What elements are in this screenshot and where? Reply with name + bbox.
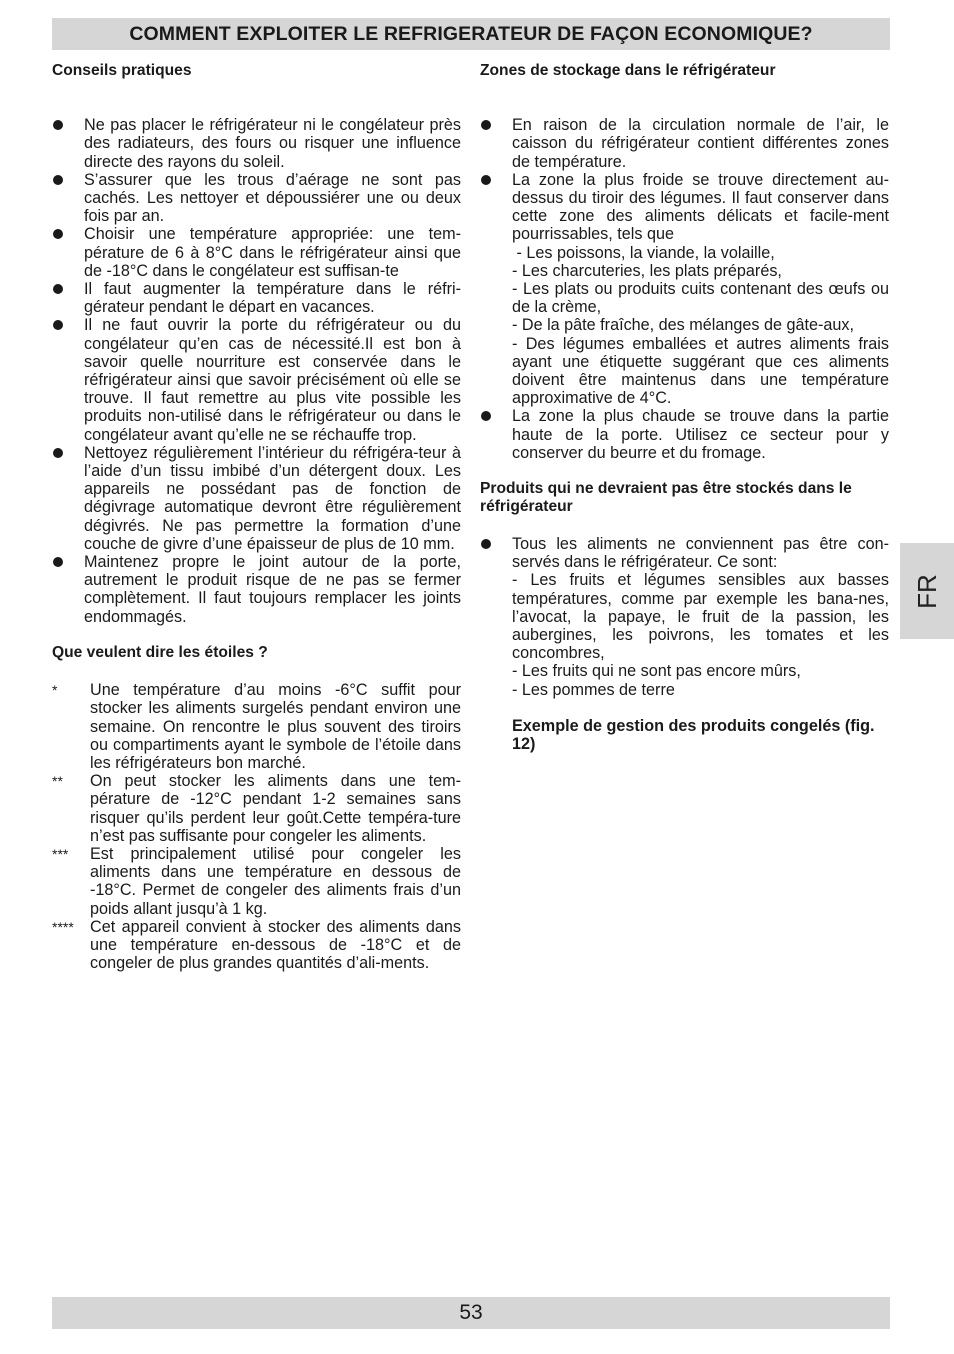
star-item: * Une température d’au moins -6°C suffit pour stocker les aliments surgelés pendant environ une semaine. On rencontre le plus souvent des tiroirs ou compartiments ayant le symbole de l’étoile dans les réfrigérateurs bon marché.	[52, 681, 461, 772]
bullet-icon	[53, 175, 63, 185]
bullet-icon	[53, 557, 63, 567]
right-column	[480, 62, 889, 753]
page-title	[52, 18, 890, 50]
bullet-icon	[53, 229, 63, 239]
bullet-item: S’assurer que les trous d’aérage ne sont pas cachés. Les nettoyer et dépoussiérer une ou deux fois par an.	[52, 171, 461, 226]
heading-produits: Produits qui ne devraient pas être stockés dans le réfrigérateur	[480, 480, 852, 516]
star-item: ** On peut stocker les aliments dans une tem-pérature de -12°C pendant 1-2 semaines sans risquer qu’ils perdent leur goût.Cette tempéra-ture n’est pas suffisante pour congeler les aliments.	[52, 772, 461, 845]
heading-zones: Zones de stockage dans le réfrigérateur	[480, 62, 776, 79]
bullet-icon	[481, 539, 491, 549]
bullet-item: Choisir une température appropriée: une tem-pérature de 6 à 8°C dans le réfrigérateur ainsi que de -18°C dans le congélateur est suffisan-te	[52, 225, 461, 280]
bullet-icon	[481, 411, 491, 421]
sub-item: - Les plats ou produits cuits contenant des œufs ou de la crème,	[512, 280, 889, 317]
star-item: *** Est principalement utilisé pour congeler les aliments dans une température en dessous de -18°C. Permet de congeler des aliments frais d’un poids allant jusqu’à 1 kg.	[52, 844, 461, 918]
bullet-item: Il faut augmenter la température dans le réfri-gérateur pendant le départ en vacances.	[52, 280, 461, 316]
language-tab	[900, 543, 954, 639]
sub-item: - Des légumes emballées et autres aliments frais ayant une étiquette suggérant que ces aliments doivent être maintenus dans une température approximative de 4°C.	[512, 334, 889, 408]
bullet-icon	[53, 448, 63, 458]
sub-item: - Les fruits qui ne sont pas encore mûrs,	[512, 662, 801, 681]
bullet-icon	[53, 120, 63, 130]
bullet-item: Nettoyez régulièrement l’intérieur du réfrigéra-teur à l’aide d’un tissu imbibé d’un détergent doux. Les appareils ne possédant pas de fonction de dégivrage automatique devront être régulièrement dégivrés. Ne pas permettre la formation d’une couche de givre d’une épaisseur de plus de 10 mm.	[52, 444, 461, 553]
left-column	[52, 62, 461, 972]
sub-item: - Les poissons, la viande, la volaille,	[512, 243, 775, 262]
bullet-icon	[481, 120, 491, 130]
bullet-item: Ne pas placer le réfrigérateur ni le congélateur près des radiateurs, des fours ou risquer une influence directe des rayons du soleil.	[52, 116, 461, 171]
heading-conseils: Conseils pratiques	[52, 62, 192, 79]
bullet-item: Tous les aliments ne conviennent pas être con-servés dans le réfrigérateur. Ce sont:	[480, 535, 889, 571]
page-title-text: COMMENT EXPLOITER LE REFRIGERATEUR DE FAÇON ECONOMIQUE?	[129, 22, 813, 45]
sub-item: - Les pommes de terre	[512, 680, 675, 699]
bullet-item: En raison de la circulation normale de l’air, le caisson du réfrigérateur contient différentes zones de température.	[480, 116, 889, 171]
bullet-item: La zone la plus chaude se trouve dans la partie haute de la porte. Utilisez ce secteur pour y conserver du beurre et du fromage.	[480, 407, 889, 462]
language-tab-label: FR	[911, 573, 942, 609]
sub-item: - De la pâte fraîche, des mélanges de gâte-aux,	[512, 316, 854, 335]
bullet-icon	[53, 320, 63, 330]
page-footer	[52, 1297, 890, 1329]
bullet-item: La zone la plus froide se trouve directement au-dessus du tiroir des légumes. Il faut conserver dans cette zone des aliments délicats et facile-ment pourrissables, tels que	[480, 171, 889, 244]
star-item: **** Cet appareil convient à stocker des aliments dans une température en-dessous de -18°C et de congeler de plus grandes quantités d’ali-ments.	[52, 917, 461, 973]
sub-item: - Les charcuteries, les plats préparés,	[512, 261, 782, 280]
bullet-item: Maintenez propre le joint autour de la porte, autrement le produit risque de ne pas se fermer complètement. Il faut toujours remplacer les joints endommagés.	[52, 553, 461, 626]
bullet-icon	[481, 175, 491, 185]
bullet-item: Il ne faut ouvrir la porte du réfrigérateur ou du congélateur qu’en cas de nécessité.Il est bon à savoir quelle nourriture est conservée dans le réfrigérateur ainsi que savoir précisément où elle se trouve. Il faut remettre au plus vite possible les produits non-utilisé dans le réfrigérateur ou dans le congélateur avant qu’elle ne se réchauffe trop.	[52, 316, 461, 443]
page-number: 53	[459, 1301, 483, 1324]
bullet-icon	[53, 284, 63, 294]
heading-exemple: Exemple de gestion des produits congelés (fig. 12)	[512, 716, 875, 754]
heading-etoiles: Que veulent dire les étoiles ?	[52, 643, 268, 661]
sub-item: - Les fruits et légumes sensibles aux basses températures, comme par exemple les bana-nes, l’avocat, la papaye, le fruit de la passion, les aubergines, les poivrons, les tomates et les concombres,	[512, 571, 889, 663]
